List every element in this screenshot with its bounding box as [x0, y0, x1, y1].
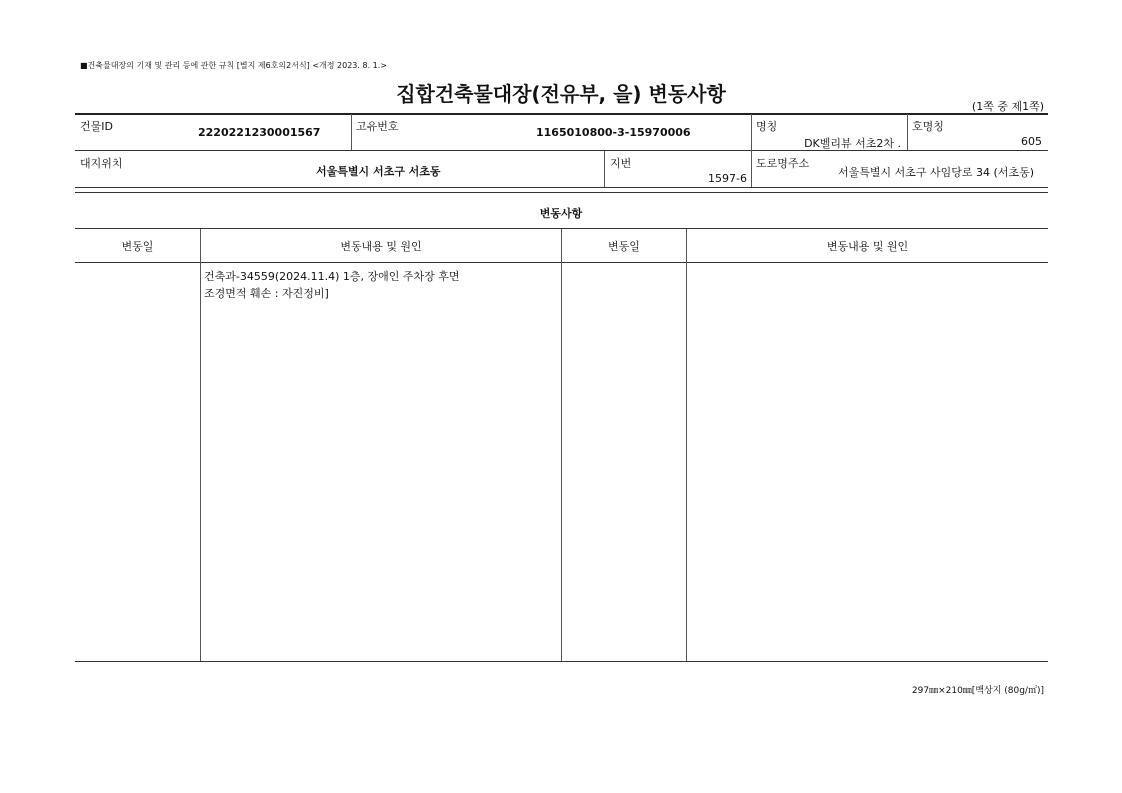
- column-header: 변동내용 및 원인: [340, 240, 422, 253]
- header-row-divider: [75, 150, 1048, 151]
- road-address-value: 서울특별시 서초구 사임당로 34 (서초동): [838, 166, 1034, 179]
- table-col-divider: [686, 229, 687, 661]
- header-bottom-border-double: [75, 192, 1048, 193]
- name-label: 명칭: [756, 120, 778, 133]
- building-id-value: 2220221230001567: [198, 126, 321, 139]
- unit-name-label: 호명칭: [912, 120, 944, 133]
- left-change-content: [204, 268, 460, 302]
- paper-spec: 297㎜×210㎜[백상지 (80g/㎡)]: [911, 686, 1044, 696]
- site-location-label: 대지위치: [80, 157, 123, 170]
- unit-name-value: 605: [1021, 135, 1042, 148]
- col-divider: [751, 114, 752, 187]
- header-bottom-border: [75, 187, 1048, 188]
- column-header: 변동일: [121, 240, 154, 253]
- table-col-divider: [561, 229, 562, 661]
- change-content-line: 건축과-34559(2024.11.4) 1층, 장애인 주차장 후면: [204, 270, 460, 283]
- form-notice: ■건축물대장의 기재 및 관리 등에 관한 규칙 [별지 제6호의2서식] <개정 2023. 8. 1.>: [80, 61, 387, 70]
- column-header: 변동일: [608, 240, 640, 253]
- section-title: 변동사항: [539, 207, 583, 220]
- site-location-value: 서울특별시 서초구 서초동: [316, 165, 441, 178]
- page-info: (1쪽 중 제1쪽): [971, 100, 1044, 113]
- road-address-label: 도로명주소: [756, 157, 810, 170]
- name-value: DK벨리뷰 서초2차 .: [804, 137, 901, 150]
- col-divider: [907, 114, 908, 150]
- lot-number-label: 지번: [610, 157, 632, 170]
- lot-number-value: 1597-6: [708, 172, 747, 185]
- unique-number-value: 1165010800-3-15970006: [536, 126, 691, 139]
- unique-number-label: 고유번호: [356, 120, 399, 133]
- table-col-divider: [200, 229, 201, 661]
- column-header: 변동내용 및 원인: [826, 240, 909, 253]
- change-content-line: 조경면적 훼손 : 자진정비]: [204, 287, 329, 300]
- table-bottom-border: [75, 661, 1048, 662]
- header-top-border: [75, 113, 1048, 115]
- page-title: 집합건축물대장(전유부, 을) 변동사항: [396, 82, 726, 106]
- col-divider: [604, 151, 605, 187]
- building-id-label: 건물ID: [80, 120, 113, 133]
- col-divider: [351, 114, 352, 150]
